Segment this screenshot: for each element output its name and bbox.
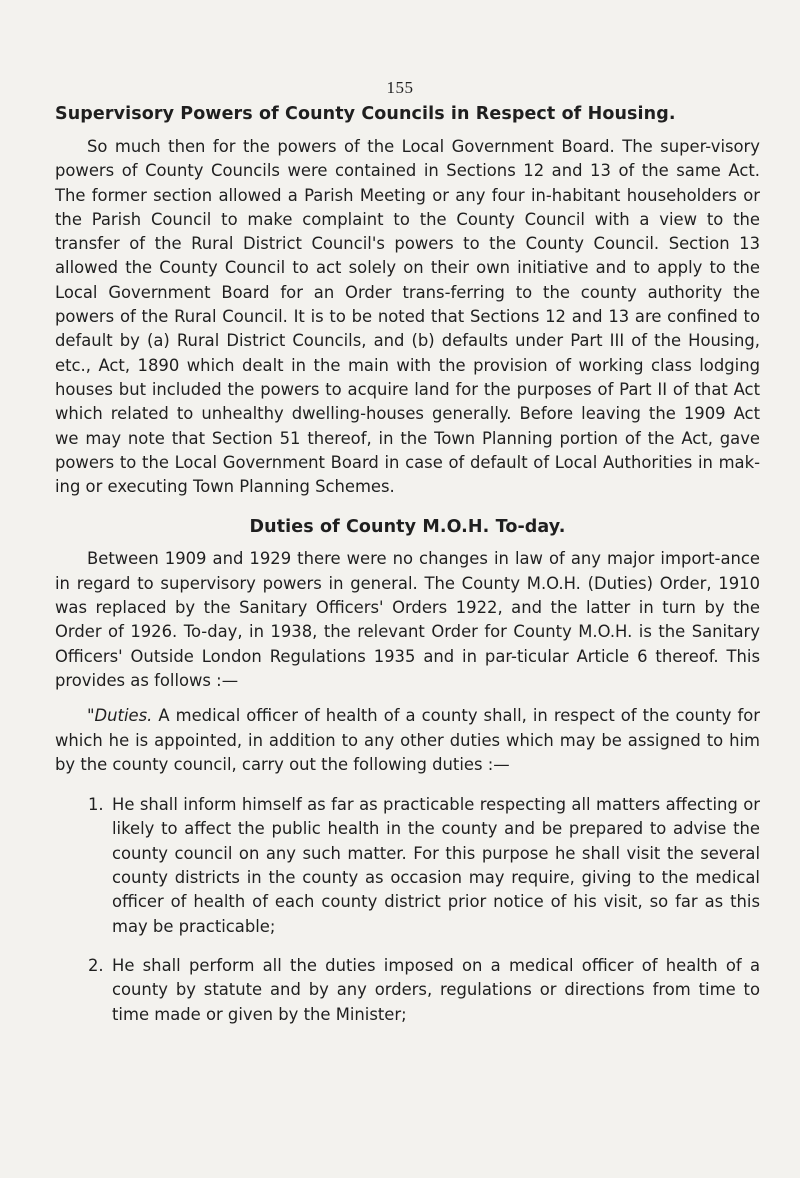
list-item-number: 2.: [88, 955, 104, 975]
list-item-number: 1.: [88, 795, 104, 815]
list-item: [55, 793, 760, 939]
list-item: [55, 954, 760, 1027]
quote-lead: "Duties.: [87, 706, 153, 726]
quote-body: A medical officer of health of a county shall, in respect of the county for which he is appointed, in addition to any other duties which may be assigned to him by the county council, carry out the following duties :—: [55, 706, 760, 774]
page-number: 155: [386, 78, 414, 97]
quote-paragraph: [55, 704, 760, 777]
duties-list: [55, 793, 760, 1027]
paragraph-supervisory-powers: So much then for the powers of the Local Government Board. The super-visory powers of County Councils were contained in Sections 12 and 13 of the same Act. The former section allowed a Parish Meeting or any four in-habitant householders or the Parish Council to make complaint to the County Council with a view to the transfer of the Rural District Council's powers to the County Council. Section 13 allowed the County Council to act solely on their own initiative and to apply to the Local Government Board for an Order trans-ferring to the county authority the powers of the Rural Council. It is to be noted that Sections 12 and 13 are confined to default by (a) Rural District Councils, and (b) defaults under Part III of the Housing, etc., Act, 1890 which dealt in the main with the provision of working class lodging houses but included the powers to acquire land for the purposes of Part II of that Act which related to unhealthy dwelling-houses generally. Before leaving the 1909 Act we may note that Section 51 thereof, in the Town Planning portion of the Act, gave powers to the Local Government Board in case of default of Local Authorities in mak-ing or executing Town Planning Schemes.: [55, 137, 760, 497]
list-item-text: He shall perform all the duties imposed on a medical officer of health of a county by statute and by any orders, regulations or directions from time to time made or given by the Minister;: [112, 955, 760, 1024]
section-heading-duties: Duties of County M.O.H. To-day.: [249, 517, 566, 538]
list-item-text: He shall inform himself as far as practicable respecting all matters affecting or likely to affect the public health in the county and be prepared to advise the county council on any such matter. For this purpose he shall visit the several county districts in the county as occasion may require, giving to the medical officer of health of each county district prior notice of his visit, so far as this may be practicable;: [112, 795, 760, 936]
paragraph-duties-intro: Between 1909 and 1929 there were no changes in law of any major import-ance in regard to supervisory powers in general. The County M.O.H. (Duties) Order, 1910 was replaced by the Sanitary Officers' Orders 1922, and the latter in turn by the Order of 1926. To-day, in 1938, the relevant Order for County M.O.H. is the Sanitary Officers' Outside London Regulations 1935 and in par-ticular Article 6 thereof. This provides as follows :—: [55, 549, 760, 690]
section-heading-supervisory-powers: Supervisory Powers of County Councils in Respect of Housing.: [55, 104, 676, 124]
